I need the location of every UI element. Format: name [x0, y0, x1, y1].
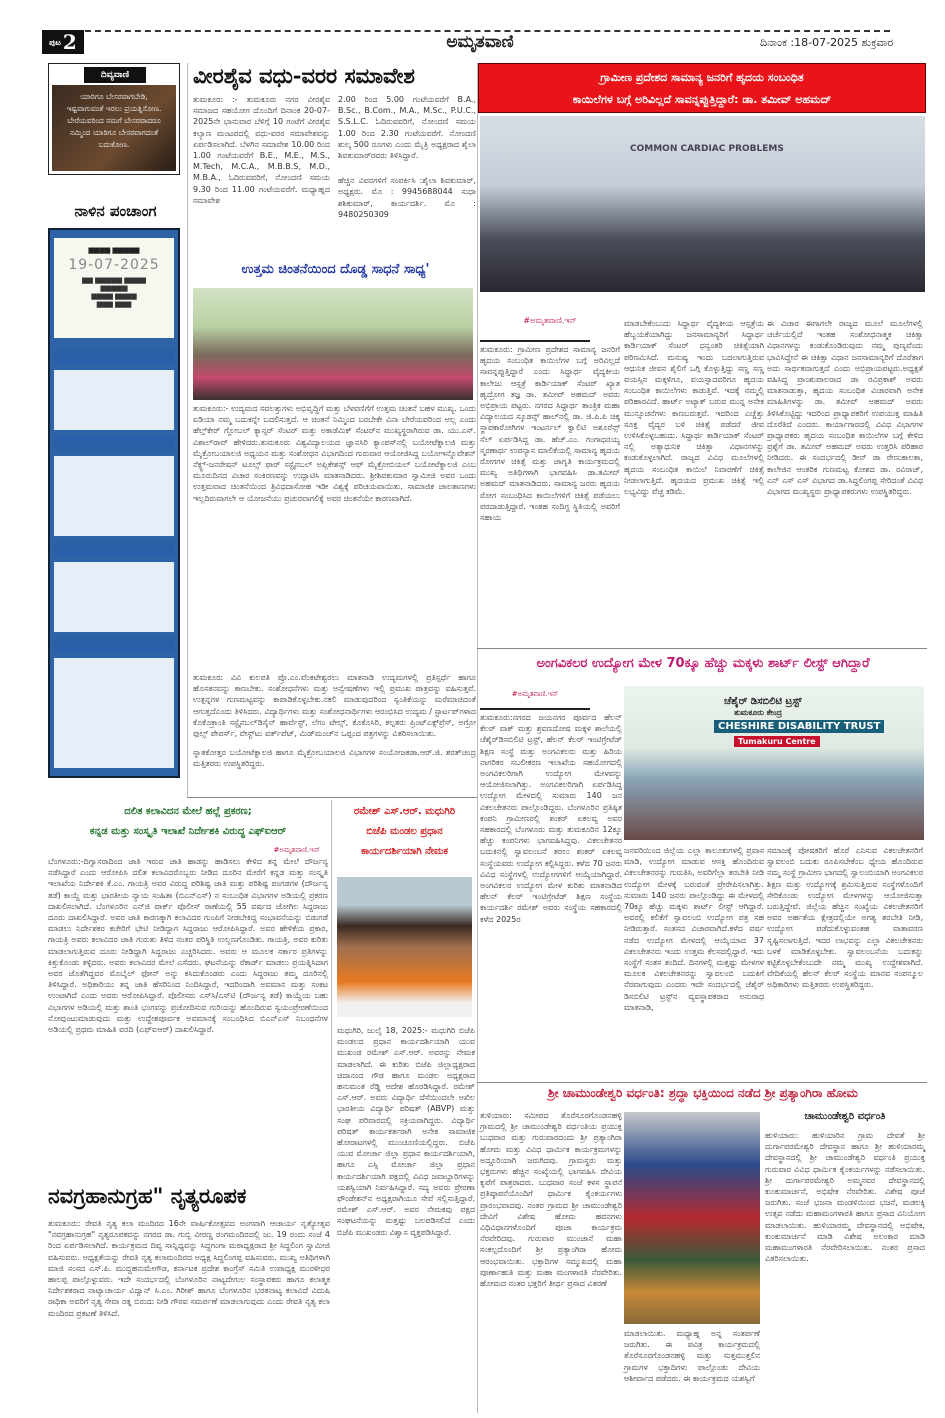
angavikala-body-col3: ಸಮಾಜಕ್ಕೆ ಪೋಷಕರಿಗೆ ಹೊರೆ ಎನಿಸುವ ವಿಕಲಚೇತನರಿಗೆ ಸ್ವಾವಲಂಬಿ ಬದುಕು ರೂಪಿಸಬೇಕೆಂಬ ಧ್ಯೇಯ ಹೊಂದಿರುವ ನಮ್ಮ ಸಂಸ್ಥೆ ಗ್ರಾಮೀಣ ಭಾಗದಲ್ಲಿ ಸ್ವಾಲಂಬಿಯಾಗಿ ಅಂಗವಿಕಲರ ಶಿಕ್ಷಣ ಮತ್ತು ಉದ್ಯೋಗಕ್ಕೆ ಶ್ರಮಿಸುತ್ತಿರುವ ಸಂಸ್ಥೆಗಳೊಂದಿಗೆ ಸೇರಿಕೊಂಡು ಉದ್ಯೋಗ ಮೇಳಗಳನ್ನು ಆಯೋಜಿಸುತ್ತಾ ಬರುತ್ತಿದ್ದೇವೆ. ಜಿಲ್ಲೆಯ ಹೆಚ್ಚಿನ ಸಂಖ್ಯೆಯ ವಿಕಲಚೇತನರಿಗೆ ಅವರ ಅರ್ಹತೆಯ ಕ್ಷೇತ್ರದಲ್ಲಿಯೇ ಅಗತ್ಯ ತರಬೇತಿ ನೀಡಿ, ಉದ್ಯೋಗ ಪಡೆದುಕೊಳ್ಳುವಂತಹ ವಾತಾವರಣ ಸೃಷ್ಟಿಸಲಾಗುತ್ತಿದೆ. ಇದರ ಲಾಭವನ್ನು ಎಲ್ಲಾ ವಿಕಲಚೇತನರು ಬಳಕೆ ಮಾಡಿಕೊಳ್ಳಬೇಕು. ಸ್ವಾವಲಂಬನೆಯ ಬದುಕನ್ನು ಕಟ್ಟಿಕೊಳ್ಳಬೇಕೆಂಬುದೇ ನಮ್ಮ ಮುಖ್ಯ ಉದ್ದೇಶವಾಗಿದೆ. ವೇದಿಕೆಯಲ್ಲಿ ಹೆಲನ್ ಕೆಲರ್ ಸಂಸ್ಥೆಯ ಮಾನವ ಸಂಪನ್ಮೂಲ ಅಧಿಕಾರಿಗಳು ಮತ್ತಿತರರು ಉಪಸ್ಥಿತರಿದ್ದರು.	[767, 846, 923, 990]
column-divider	[477, 63, 478, 1413]
panchanga-date: 19-07-2025	[68, 257, 160, 273]
headline-line: ರಮೇಶ್ ಎಸ್.ಆರ್. ಮಧುಗಿರಿ	[353, 806, 456, 817]
divider	[480, 708, 590, 710]
uttama-headline: ಉತ್ತಮ ಚಿಂತನೆಯಿಂದ ದೊಡ್ಡ ಸಾಧನೆ ಸಾಧ್ಯ'	[241, 262, 430, 277]
dalita-headline-line1: ದಲಿತ ಕಲಾವಿದನ ಮೇಲೆ ಹಲ್ಲೆ ಪ್ರಕರಣ;	[124, 806, 252, 817]
photo-sign-kannada: ಚೆಶೈರ್ ಡಿಸಬಿಲಿಟಿ ಟ್ರಸ್ಟ್	[724, 696, 802, 707]
panchanga-header-card: ▆▆▆▆ ▆▆▆▆▆ 19-07-2025 ▆▆ ▆▆▆▆▆ ▆▆▆▆ ▆▆▆▆▆ ▆▆▆▆ ▆▆▆▆ ▆▆▆ ▆▆▆	[54, 238, 174, 338]
veerashaiva-headline: ವೀರಶೈವ ವಧು-ವರರ ಸಮಾವೇಶ	[193, 63, 415, 88]
banner-line: ಕಾಯಿಲೆಗಳ ಬಗ್ಗೆ ಅರಿವಿಲ್ಲದೆ ಸಾವನ್ನಪ್ಪುತ್ತಿದ್ದಾರೆ: ಡಾ. ತಮೀವ್ ಅಹಮದ್	[572, 93, 832, 106]
cardiac-body-col1: ತುಮಕೂರು: ಗ್ರಾಮೀಣ ಪ್ರದೇಶದ ಸಾಮಾನ್ಯ ಜನರಿಗೆ ಹೃದಯ ಸಂಬಂಧಿತ ಕಾಯಿಲೆಗಳ ಬಗ್ಗೆ ಅರಿವಿಲ್ಲದೆ ಸಾವನ್ನಪ್ಪುತ್ತಿದ್ದಾರೆ ಎಂದು ಸಿದ್ಧಾರ್ಥ ವೈದ್ಯಕೀಯ ಕಾಲೇಜು ಆಸ್ಪತ್ರೆ ಕಾರ್ಡಿಯಾಕ್ ಸೆಂಟರ್ ಖ್ಯಾತ ಹೃದ್ರೋಗ ತಜ್ಞ ಡಾ. ತಮೀವ್ ಅಹಮದ್ ಅವರು ಅಭಿಪ್ರಾಯ ಪಟ್ಟರು. ನಗರದ ಸಿದ್ಧಾರ್ಥ ತಾಂತ್ರಿಕ ಮಹಾ ವಿದ್ಯಾಲಯದ ಸ್ಕೂಡನ್ಸ್ ಹಾಲ್‌ನಲ್ಲಿ ಡಾ. ಜಿ.ಪಿ.ಪಿ ಚಿಕ್ಕ ಸ್ಥಾಪಕಾರೋಗಿಗಳ ಇಂಟರ್ನಲ್ ಕ್ವಾಲಿಟಿ ಅಶೂರೆನ್ಸ್ ಸೆಲ್ ಏರ್ಪಡಿಸಿದ್ದ ಡಾ. ಹೆಚ್.ಎಂ. ಗಂಗಾಧರಯ್ಯ ಸ್ಮರಣಾರ್ಥ ಉಪನ್ಯಾಸ ಮಾಲಿಕೆಯಲ್ಲಿ ಸಾಮಾನ್ಯ ಹೃದಯ ರೋಗಗಳ ಚಿಕಿತ್ಸೆ ಮತ್ತು ಜಾಗೃತಿ ಕಾರ್ಯಕ್ರಮದಲ್ಲಿ ಮುಖ್ಯ ಅತಿಥಿಗಳಾಗಿ ಭಾಗವಹಿಸಿ ಡಾ.ತಮೀವ್ ಅಹಮದ್ ಮಾತನಾಡಿದರು. ಸಾಮಾನ್ಯ ಜನರು ಹೃದಯ ರೋಗ ಸಂಬಂಧಿಸಿದ ಕಾಯಿಲೆಗಳಿಗೆ ಚಿಕಿತ್ಸೆ ಪಡೆಯಲು ಪರದಾಡುತ್ತಿದ್ದಾರೆ. ಇಂತಹ ಸಂದಿಗ್ಧ ಸ್ಥಿತಿಯಲ್ಲಿ ಅವರಿಗೆ ಸಹಾಯ	[480, 345, 620, 523]
uttama-body-2	[193, 672, 476, 770]
chamundeshwari-subheadline: ಚಾಮುಂಡೇಶ್ವರಿ ವರ್ಧಂತಿ	[804, 1111, 886, 1122]
cardiac-headline-banner	[478, 63, 926, 113]
quote-line: ಬೇರೆಯವರಿಂದ ನಮಗೆ ಬೇಸರವಾದರೂ	[67, 116, 161, 125]
uttama-para: ಸ್ನಾತಕೋತ್ತರ ಬಯೋಟೆಕ್ನಾಲಜಿ ಹಾಗೂ ಮೈಕ್ರೋಬಯಾಲಜಿ ವಿಭಾಗಗಳ ಸಂಯೋಜಕಡಾ.ಆರ್.ಜಿ. ಶರತ್‌ಚಂದ್ರ ಮತ್ತಿತರರು ಉಪಸ್ಥಿತರಿದ್ದರು.	[193, 748, 476, 769]
headline-line: ಕಾರ್ಯದರ್ಶಿಯಾಗಿ ನೇಮಕ	[360, 846, 449, 857]
photo-sign-english: CHESHIRE DISABILITY TRUST	[714, 720, 884, 733]
dateline: ದಿನಾಂಕ :18-07-2025 ಶುಕ್ರವಾರ	[760, 36, 894, 49]
photo-sign-english-sub: Tumakuru Centre	[734, 736, 820, 747]
chamundeshwari-body-below-photo: ಮಾಡಲಾಯಿತು. ಮಧ್ಯಾಹ್ನ ಅನ್ನ ಸಂತರ್ಪಣೆ ಜರುಗಿತು. ಈ ಪವಿತ್ರ ಕಾರ್ಯಕ್ರಮದಲ್ಲಿ ತೊರೆಸೂರಗೊಂಡನಹಳ್ಳಿ ಮತ್ತು ಸುತ್ತಮುತ್ತಲಿನ ಗ್ರಾಮಗಳ ಭಕ್ತಾದಿಗಳು ಪಾಲ್ಗೊಂಡು ದೇವಿಯ ಆಶೀರ್ವಾದ ಪಡೆದರು. ಈ ಕಾರ್ಯಕ್ರಮದ ಯಶಸ್ವಿಗೆ	[624, 1329, 760, 1383]
veerashaiva-body-col2	[338, 94, 476, 220]
veerashaiva-contact: ಹೆಚ್ಚಿನ ವಿವರಗಳಿಗೆ ಸಂಪರ್ಕಿಸಿ :ಶೈಲಾ ಶಿವಕುಮಾರ್, ಅಧ್ಯಕ್ಷರು. ಮೊ : 9945688044 ಸುಧಾ ಶಶಿಕುಮಾರ್, ಕಾರ್ಯದರ್ಶಿ. ಮೊ : 9480250309	[338, 176, 476, 219]
veerashaiva-para: 2.00 ರಿಂದ 5.00 ಗಂಟೆಯವರೆಗೆ B.A., B.Sc., B.Com., M.A., M.Sc., P.U.C., S.S.L.C. ಓದಿರುವವರಿಗೆ, ನೋಂದಣಿ ಸಮಯ 1.00 ರಿಂದ 2.30 ಗಂಟೆಯವರೆಗೆ. ನೋಂದಣಿ ಶುಲ್ಕ 500 ರೂಗಳು ಎಂದು ಮೈತ್ರಿ ಅಧ್ಯಕ್ಷರಾದ ಶೈಲಾ ಶಿವಕುಮಾರ್‌ರವರು ತಿಳಿಸಿದ್ದಾರೆ.	[338, 95, 476, 161]
angavikala-event-photo	[624, 686, 924, 840]
divyavani-quote	[52, 85, 176, 171]
goddess-photo	[624, 1112, 760, 1324]
angavikala-body-col2: ಜನವರಿಯಿಂದ ಜಿಲ್ಲೆಯ ಎಲ್ಲಾ ತಾಲೂಕುಗಳಲ್ಲಿ ಪ್ರವಾಸ ಮಾಡಿ, ಉದ್ಯೋಗ ಮಾಡುವ ಆಸಕ್ತಿ ಹೊಂದಿರುವ ವಿಕಲಚೇತನರನ್ನು ಗುರುತಿಸಿ, ಅವರಿಗೆಲ್ಲಾ ತರಬೇತಿ ನೀಡಿ ಉದ್ಯೋಗ ಮೇಳಕ್ಕೆ ಬರುವಂತೆ ಪ್ರೇರೇಪಿಸಲಾಗಿತ್ತು. ಸುಮಾರು 140 ಜನರು ಪಾಲ್ಗೊಂಡಿದ್ದು ಈ ಮೇಳದಲ್ಲಿ 70ಕ್ಕೂ ಹೆಚ್ಚು ಮಕ್ಕಳು ಶಾರ್ಟ್ ಲೀಸ್ಟ್ ಆಗಿದ್ದಾರೆ. ಅವರಲ್ಲಿ ಕಲಿಕೆಗೆ ಸ್ವಾವಲಂಬಿ ಉದ್ಯೋಗ ಪತ್ರ ಸಹ ನೀಡಿರುತ್ತಾರೆ. ಸಂತಸದ ವಿಚಾರವಾಗಿದೆ.ಕಳೆದ ವರ್ಷ ನಡೆದ ಉದ್ಯೋಗ ಮೇಳದಲ್ಲಿ ಆಯ್ಕೆಯಾದ 37 ವಿಕಲಚೇತನರು ಇಂದು ಉತ್ತಮ ಕೆಲಸದಲ್ಲಿದ್ದಾರೆ. ಇದು ಸಂಸ್ಥೆಗೆ ಸಂತಸ ತಂದಿದೆ. ದಿನಗಳಲ್ಲಿ ಮತ್ತಷ್ಟು ಮೇಳಗಳ ಮೂಲಕ ವಿಕಲಚೇತನರನ್ನು ಸ್ವಾವಲಂಬಿ ಬದುಕಿಗೆ ನೆರವಾಗುವುದು ಎಂದರು ಇದೇ ಸಂದರ್ಭದಲ್ಲಿ ಚೆಶೈರ್ ಡಿಸಬಿಲಿಟಿ ಟ್ರಸ್ಟ್‌ನ ವ್ಯವಸ್ಥಾಪಕರಾದ ಅನುರಾಧ ಮಾತನಾಡಿ,	[624, 846, 764, 1012]
cardiac-credit: #ಅಮೃತವಾಣಿ.ಇನ್	[523, 316, 577, 325]
section-divider	[187, 797, 477, 798]
page-number: 2	[62, 30, 77, 54]
angavikala-headline: ಅಂಗವಿಕಲರ ಉದ್ಯೋಗ ಮೇಳ 70ಕ್ಕೂ ಹೆಚ್ಚು ಮಕ್ಕಳು ಶಾರ್ಟ್ ಲೀಸ್ಟ್ ಆಗಿದ್ದಾರೆ	[536, 656, 870, 671]
angavikala-body-col1: ತುಮಕೂರು:ನಗರದ ಜಯನಗರ ಪೂರ್ವದ ಹೆಲನ್ ಕೆಲರ್ ವಾಕ್ ಮತ್ತು ಶ್ರವಣದೋಷ ಮಕ್ಕಳ ಶಾಲೆಯಲ್ಲಿ ಚೆಶೈರ್‌ಡಿಸಬಿಲಿಟಿ ಟ್ರಸ್ಟ್, ಹೆಲನ್ ಕೆಲರ್ ಇಂಟಿಗ್ರೇಟೆಡ್ ಶಿಕ್ಷಣ ಸಂಸ್ಥೆ ಮತ್ತು ಅಂಗವಿಕಲರು ಮತ್ತು ಹಿರಿಯ ನಾಗರಿಕರ ಸಬಲೀಕರಣ ಇಲಾಖೆಯ ಸಹಯೋಗದಲ್ಲಿ ಅಂಗವಿಕಲರಿಗಾಗಿ ಉದ್ಯೋಗ ಮೇಳವನ್ನು ಆಯೋಜಿಸಲಾಗಿತ್ತು. ಅಂಗವಿಕಲರಿಗಾಗಿ ಏರ್ಪಡಿಸಿದ್ದ ಉದ್ಯೋಗ ಮೇಳದಲ್ಲಿ ಸುಮಾರು 140 ಜನ ವಿಕಲಚೇತನರು ಪಾಲ್ಗೊಂಡಿದ್ದರು. ಬೆಂಗಳೂರಿನ ಪ್ರತಿಷ್ಠಿತ ಕಂಪನಿ ಗ್ರಾಮೀಣರಲ್ಲಿ ಶಂಕರ್ ಏಕಲವ್ಯ ಅವರ ಸಹಕಾರದಲ್ಲಿ ಬೆಂಗಳೂರು ಮತ್ತು ತುಮಕೂರಿನ 12ಕ್ಕೂ ಹೆಚ್ಚು ಕಂಪನಿಗಳು ಭಾಗವಹಿಸಿದ್ದವು. ವಿಕಲಚೇತನರ ಬದುಕಿನಲ್ಲಿ ಸ್ವಾವಲಂಬನೆ ತರಲು ಶಂಕರ್ ಏಕಲವ್ಯ ಸಂಸ್ಥೆಯವರು ಉದ್ಯೋಗ ಕಲ್ಪಿಸಿದ್ದರು. ಕಳೆದ 70 ಜನರು ವಿವಿಧ ಸಂಸ್ಥೆಗಳಲ್ಲಿ ಉದ್ಯೋಗಗಳಿಗೆ ಆಯ್ಕೆಯಾಗಿದ್ದಾರೆ. ಅಂಗವಿಕಲರ ಉದ್ಯೋಗ ಮೇಳ ಕುರಿತು ಮಾತನಾಡಿದ ಹೆಲನ್ ಕೆಲರ್ ಇಂಟಿಗ್ರೇಟೆಡ್ ಶಿಕ್ಷಣ ಸಂಸ್ಥೆಯ ಕಾರ್ಯದರ್ಶಿ ರಮೇಶ್ ಅವರು ಸಂಸ್ಥೆಯ ಸಹಕಾರದಲ್ಲಿ ಕಳೆದ 2025ರ	[480, 713, 622, 924]
ramesh-portrait-photo	[337, 877, 472, 1017]
uttama-body: ತುಮಕೂರು:- ಉದ್ಯಮದ ಸವಲತ್ತುಗಳು ಅಭಿವೃದ್ಧಿಗೆ ಮತ್ತು ಬೆಳವಣಿಗೆಗೆ ಉತ್ತಮ ಚಿಂತನೆ ಬಹಳ ಮುಖ್ಯ. ಒಂದು ಐಡಿಯಾ ನಮ್ಮ ಬದುಕನ್ನೇ ಬದಲಿಸುತ್ತದೆ. ಆ ಚಿಂತನೆ ನಿಮ್ಮಿಂದ ಬರಬೇಕೇ ವಿನಾ ಬೇರೆಯವರಿಂದ ಅಲ್ಲ ಎಂದು ಹೆಲ್ತ್‌ಕೇರ್ ಗ್ಲೋಬಲ್ ಕ್ಯಾನ್ಸರ್ ಸೆಂಟರ್ ಮತ್ತು ಅಕಾಡೆಮಿಕ್ ಸೆಂಟರ್‌ನ ಮುಖ್ಯಸ್ಥರಾಗಿರುವ ಡಾ. ಯು.ಎಸ್. ವಿಶಾಲ್‌ರಾವ್ ಹೇಳಿದರು.ತುಮಕೂರು ವಿಶ್ವವಿದ್ಯಾಲಯದ ಜ್ಞಾನಸಿರಿ ಕ್ಯಾಂಪಸ್‌ನಲ್ಲಿ ಬಯೋಟೆಕ್ನಾಲಜಿ ಮತ್ತು ಮೈಕ್ರೋಬಯಾಲಜಿ ಅಧ್ಯಯನ ಮತ್ತು ಸಂಶೋಧನ ವಿಭಾಗದಿಂದ ಗುರುವಾರ ಆಯೋಜಿಸಿದ್ದ ಬಯೋಇನ್ನೊವೇಶನ್ ನೆಕ್ಸ್ಟ್-ಜನರೇಷನ್ ಟೂಲ್ಸ್ ಫಾರ್ ಸಸ್ಟೈನಬಲ್ ಅಪ್ಲಿಕೇಶನ್ಸ್ ಆಫ್ ಮೈಕ್ರೋಬಿಯಲ್ ಬಯೋಟೆಕ್ನಾಲಜಿ ಎಂಬ ಮೂರುದಿನದ ವಿಚಾರ ಸಂಕಿರಣವನ್ನು ಉದ್ಘಾಟಿಸಿ ಮಾತನಾಡಿದರು. ಶ್ರೀಶಿವಕುಮಾರ ಸ್ವಾಮೀಜಿ ಅವರ ಒಂದು ಉತ್ತಮವಾದ ಚಿಂತನೆಯಿಂದ ತ್ರಿವಿಧದಾಸೋಹ ಇಡೀ ವಿಶ್ವಕ್ಕೆ ಪರಿಚಯವಾಯಿತು. ಸಾಮಾಜಿಕ ಜಾಲತಾಣಗಳು ಇಲ್ಲದಿರುವಾಗಲೇ ಆ ಯೋಜನೆಯು ಪ್ರಚುರವಾಗಲಿಕ್ಕೆ ಅವರ ಚಿಂತನೆಯೇ ಕಾರಣವಾಗಿದೆ.	[193, 404, 476, 503]
photo-sign-sub: ತುಮಕೂರು ಕೇಂದ್ರ	[734, 708, 782, 717]
quote-line: ಯಾರಿಗೂ ಬೇಸರವಾಗಬೇಡಿ,	[80, 92, 148, 101]
chamundeshwari-body-col2: ಹುಳಿಯಾರು: ಹುಳಿಯಾರಿನ ಗ್ರಾಮ ದೇವತೆ ಶ್ರೀ ದುರ್ಗಾಪರಮೇಶ್ವರಿ ದೇವಸ್ಥಾನ ಹಾಗೂ ಶ್ರೀ ಹುಳಿಯಾರಮ್ಮ ದೇವಸ್ಥಾನದಲ್ಲಿ ಶ್ರೀ ಚಾಮುಂಡೇಶ್ವರಿ ವರ್ಧಂತಿ ಪ್ರಯುಕ್ತ ಗುರುವಾರ ವಿವಿಧ ಧಾರ್ಮಿಕ ಕೈಂಕರ್ಯಗಳನ್ನು ನಡೆಸಲಾಯಿತು. ಶ್ರೀ ದುರ್ಗಾಪರಮೇಶ್ವರಿ ಅಮ್ಮನವರ ದೇವಸ್ಥಾನದಲ್ಲಿ ಕುಂಕುಮಾರ್ಚನೆ, ಅಭಿಷೇಕ ನೆರವೇರಿತು. ವಿಶೇಷ ಪೂಜೆ ಜರುಗಿತು. ಸಂಜೆ ಭಜನಾ ಮಂಡಳಿಯಿಂದ ಭಜನೆ, ಮಡಲಕ್ಕಿ ಉತ್ಸವ ನಡೆದು ಮಹಾಮಂಗಳಾರತಿ ಹಾಗೂ ಪ್ರಸಾದ ವಿನಿಯೋಗ ಮಾಡಲಾಯಿತು. ಹುಳಿಯಾರಮ್ಮ ದೇವಸ್ಥಾನದಲ್ಲಿ ಅಭಿಷೇಕ, ಕುಂಕುಮಾರ್ಚನೆ ಮಾಡಿ ವಿಶೇಷ ಅಲಂಕಾರ ಮಾಡಿ ಮಹಾಮಂಗಳಾರತಿ ನೆರವೇರಿಸಲಾಯಿತು. ನಂತರ ಪ್ರಸಾದ ವಿತರಿಸಲಾಯಿತು.	[765, 1131, 925, 1264]
divider	[480, 340, 590, 342]
ramesh-headline	[333, 802, 476, 862]
page-number-box	[42, 30, 84, 54]
ramesh-body: ಮಧುಗಿರಿ, ಜುಲೈ 18, 2025:- ಮಧುಗಿರಿ ಬಿಜೆಪಿ ಮಂಡಲದ ಪ್ರಧಾನ ಕಾರ್ಯದರ್ಶಿಯಾಗಿ ಯುವ ಮುಖಂಡ ರಮೇಶ್ ಎಸ್.ಆರ್. ಅವರನ್ನು ನೇಮಕ ಮಾಡಲಾಗಿದೆ. ಈ ಕುರಿತು ಬಿಜೆಪಿ ಜಿಲ್ಲಾಧ್ಯಕ್ಷರಾದ ಚಿದಾನಂದ ಗೌಡ ಹಾಗೂ ಮಂಡಲ ಅಧ್ಯಕ್ಷರಾದ ಹನುಮಂತ ರೆಡ್ಡಿ ಆದೇಶ ಹೊರಡಿಸಿದ್ದಾರೆ. ರಮೇಶ್ ಎಸ್.ಆರ್. ಅವರು ವಿದ್ಯಾರ್ಥಿ ದೆಸೆಯಿಂದಲೇ ಅಖಿಲ ಭಾರತೀಯ ವಿದ್ಯಾರ್ಥಿ ಪರಿಷತ್ (ABVP) ಮತ್ತು ಸಂಘ ಪರಿವಾರದಲ್ಲಿ ಸಕ್ರಿಯರಾಗಿದ್ದರು. ವಿದ್ಯಾರ್ಥಿ ಪರಿಷತ್ ಕಾರ್ಯಕರ್ತರಾಗಿ ಅನೇಕ ಸಾಮಾಜಿಕ ಹೋರಾಟಗಳಲ್ಲಿ ಮುಂಚೂಣಿಯಲ್ಲಿದ್ದರು. ಬಿಜೆಪಿ ಯುವ ಮೋರ್ಚಾ ಜಿಲ್ಲಾ ಪ್ರಧಾನ ಕಾರ್ಯದರ್ಶಿಯಾಗಿ, ಹಾಗೂ ಎಸ್ಸಿ ಮೋರ್ಚಾ ಜಿಲ್ಲಾ ಪ್ರಧಾನ ಕಾರ್ಯದರ್ಶಿಯಾಗಿ ಪಕ್ಷದಲ್ಲಿ ವಿವಿಧ ಜವಾಬ್ದಾರಿಗಳನ್ನು ಯಶಸ್ವಿಯಾಗಿ ನಿರ್ವಹಿಸಿದ್ದಾರೆ. ಸದ್ಯ ಅವರು ಪ್ರೇರಣಾ ಫೌಂಡೇಶನ್‌ನ ಅಧ್ಯಕ್ಷರಾಗಿಯೂ ಸೇವೆ ಸಲ್ಲಿಸುತ್ತಿದ್ದಾರೆ. ರಮೇಶ್ ಎಸ್.ಆರ್. ಅವರ ನೇಮಕವು ಪಕ್ಷದ ಸಂಘಟನೆಯನ್ನು ಮತ್ತಷ್ಟು ಬಲಪಡಿಸಲಿದೆ ಎಂದು ಬಿಜೆಪಿ ಮುಖಂಡರು ವಿಶ್ವಾಸ ವ್ಯಕ್ತಪಡಿಸಿದ್ದಾರೆ.	[337, 1026, 475, 1237]
uttama-para: ತುಮಕೂರು ವಿವಿ ಕುಲಪತಿ ಪ್ರೊ.ಎಂ.ವೆಂಕಟೇಶ್ವರಲು ಮಾತನಾಡಿ ಉದ್ಯಮಗಳಲ್ಲಿ ಪ್ರತಿಸ್ಪರ್ಧೆ ಹಾಗೂ ಹೊಸತನವನ್ನು ಕಾಣಬೇಕು. ಸಂಶೋಧನೆಗಳು ಮತ್ತು ಅನ್ವೇಷಣೆಗಳು ಇಲ್ಲಿ ಪ್ರಮುಖ ಪಾತ್ರವನ್ನು ವಹಿಸುತ್ತವೆ. ಉತ್ಪನ್ನಗಳ ಗುಣಮಟ್ಟವನ್ನು ಕಾಪಾಡಿಕೊಳ್ಳಬೇಕು.ನಕಲಿ ಮಾಡುವುದರಿಂದ ಸ್ವಂತಿಕೆಯನ್ನು ಮರೆಮಾಚಿದಂತೆ ಆಗುತ್ತದೆಎಂದು ತಿಳಿಸಿದರು. ವಿದ್ಯಾರ್ಥಿಗಳು ಮತ್ತು ಸಂಶೋಧನಾರ್ಥಿಗಳು ಆರಂಭಿಸಿದ ಉದ್ಯಮ / ಸ್ಟಾರ್ಟಪ್‌ಗಳಾದ ಕೊಕೊಕ್ರಾಂತಿ ಸಸ್ಟೈನಬಲ್‌ಡಿಸೈನ್ ಹಾರ್ವೆಸ್ಟ್, ಲೆಗಂ ಟೇಲ್ಸ್, ಕೊಕೊಸಿರಿ, ಕಲ್ಪತರು ಪ್ರಿಂಟ್‌ಎಕ್ಸ್‌ಪ್ರೆಸ್, ಅಗ್ರೋ ಫುಲ್ಸ್ ಪೇಪರ್ಸ್, ವೇಸ್ಟ್‌ಟು ವರ್ತ್‌ಪೆಟ್, ಮಿಡ್‌ಮಂಚ್‌ನ ಒಪ್ಪಂದ ಪತ್ರಗಳನ್ನು ವಿತರಿಸಲಾಯಿತು.	[193, 673, 476, 739]
panchanga-image	[48, 228, 180, 778]
divyavani-box	[48, 63, 180, 175]
column-divider	[187, 63, 188, 798]
quote-line: ಇಷ್ಟವಾಗುವಂತೆ ಇರಲು ಪ್ರಯತ್ನಿಸೋಣ.	[66, 104, 162, 113]
veerashaiva-body-col1: ತುಮಕೂರು :- ತುಮಕೂರು ನಗರ ವೀರಶೈವ ಸಮಾಜದ ಸಹಯೋಗ ದೊಂದಿಗೆ ದಿನಾಂಕ 20-07-2025ನೇ ಭಾನುವಾರ ಬೆಳಿಗ್ಗೆ 10 ಗಂಟೆಗೆ ವೀರಶೈವ ಕಲ್ಯಾಣ ಮಂಟಪದಲ್ಲಿ ವಧು-ವರರ ಸಮಾವೇಶವನ್ನು ಏರ್ಪಡಿಸಲಾಗಿದೆ. ಬೆಳಗಿನ ಸಮಾವೇಶ 10.00 ರಿಂದ 1.00 ಗಂಟೆಯವರೆಗೆ B.E., M.E., M.S., M.Tech, M.C.A., M.B.B.S, M.D., M.B.A., ಓದಿರುವವರಿಗೆ, ನೋಂದಣಿ ಸಮಯ 9.30 ರಿಂದ 11.00 ಗಂಟೆಯವರೆಗೆ. ಮಧ್ಯಾಹ್ನದ ಸಮಾವೇಶ	[193, 95, 330, 205]
section-divider	[477, 1082, 927, 1083]
cardiac-event-photo	[480, 116, 925, 292]
page-label: ಪುಟ	[49, 36, 61, 47]
angavikala-credit: #ಅಮೃತವಾಣಿ.ಇನ್	[511, 690, 559, 698]
photo-banner-text: COMMON CARDIAC PROBLEMS	[630, 144, 784, 154]
masthead-title: ಅಮೃತವಾಣಿ	[446, 32, 514, 52]
chamundeshwari-body-col1: ತುಳಿಯಾರು: ಸಮೀಪದ ತೊರೆಸೂರಗೊಂಡನಹಳ್ಳಿ ಗ್ರಾಮದಲ್ಲಿ ಶ್ರೀ ಚಾಮುಂಡೇಶ್ವರಿ ವರ್ಧಂತಿಯ ಪ್ರಯುಕ್ತ ಬುಧವಾರ ಮತ್ತು ಗುರುವಾರದಂದು ಶ್ರೀ ಪ್ರತ್ಯಾಂಗಿರಾ ಹೋಮ ಮತ್ತು ವಿವಿಧ ಧಾರ್ಮಿಕ ಕಾರ್ಯಕ್ರಮಗಳನ್ನು ಅದ್ದೂರಿಯಾಗಿ ಜರುಗಿದವು. ಗ್ರಾಮಸ್ಥರು ಮತ್ತು ಭಕ್ತರುಗಳು ಹೆಚ್ಚಿನ ಸಂಖ್ಯೆಯಲ್ಲಿ ಭಾಗವಹಿಸಿ ದೇವಿಯ ಕೃಪೆಗೆ ಪಾತ್ರರಾದರು. ಬುಧವಾರ ಸಂಜೆ ಕಳಸ ಸ್ಥಾಪನೆ ಪ್ರತಿಷ್ಠಾಪನೆಯೊಂದಿಗೆ ಧಾರ್ಮಿಕ ಕೈಂಕರ್ಯಗಳು ಪ್ರಾರಂಭವಾದವು. ನಂತರ ಗ್ರಾಮದ ಶ್ರೀ ಚಾಮುಂಡೇಶ್ವರಿ ದೇವಿಗೆ ವಿಶೇಷ ಹೋಮ ಹವನಗಳು ವಿಧಿವಿಧಾನಗಳೊಂದಿಗೆ ಪೂಜಾ ಕಾರ್ಯಕ್ರಮ ನೆರವೇರಿದವು. ಗುರುವಾರ ಮುಂಜಾನೆ ಮಹಾ ಸಂಕಲ್ಪದೊಂದಿಗೆ ಶ್ರೀ ಪ್ರತ್ಯಾಂಗಿರಾ ಹೋಮ ಆರಂಭವಾಯಿತು. ಭಕ್ತಾದಿಗಳ ಸಮ್ಮುಖದಲ್ಲಿ ಮಹಾ ಪೂರ್ಣಾಹುತಿ ಮತ್ತು ಮಹಾ ಮಂಗಳಾರತಿ ನೆರವೇರಿತು. ಹೋಮದ ನಂತರ ಭಕ್ತರಿಗೆ ತೀರ್ಥ ಪ್ರಸಾದ ವಿತರಣೆ	[480, 1111, 622, 1289]
panchanga-title: ನಾಳಿನ ಪಂಚಾಂಗ	[74, 202, 157, 220]
column-divider	[331, 800, 332, 1180]
chamundeshwari-headline: ಶ್ರೀ ಚಾಮುಂಡೇಶ್ವರಿ ವರ್ಧಂತಿ: ಶ್ರದ್ಧಾ ಭಕ್ತಿಯಿಂದ ನಡೆದ ಶ್ರೀ ಪ್ರತ್ಯಾಂಗಿರಾ ಹೋಮ	[548, 1086, 858, 1100]
divyavani-title: ದಿವ್ಯವಾಣಿ	[84, 67, 146, 83]
dalita-credit: #ಅಮೃತವಾಣಿ.ಇನ್	[273, 846, 320, 854]
section-divider	[477, 648, 927, 649]
quote-line: ಬದುಕೋಣ.	[98, 140, 130, 149]
cardiac-body-col3: ಈ ವಿಚಾರ ಈಗಾಗಲೇ ರಾಜ್ಯದ ಮೂಲೆ ಮೂಲೆಗಳಲ್ಲಿ ಚರ್ಚೆಯಲ್ಲಿದೆ ಇಂತಹ ಸಂಶೋಧನಾತ್ಮಕ ಚಿಕಿತ್ಸಾ ವಿಧಾನಗಳನ್ನು ಕಂಡುಕೊಂಡಿರುವುದು ನಮ್ಮ ಪುಣ್ಯವೆಂದು ಭಾವಿಸಿದ್ದೇನೆ ಈ ಚಿಕಿತ್ಸಾ ವಿಧಾನ ಜನಸಾಮಾನ್ಯರಿಗೆ ದೊರೆತಾಗ ಅದು ಸಾರ್ಥಕವಾಗುತ್ತದೆ ಎಂದು ಅಭಿಪ್ರಾಯಪಟ್ಟರು.ಅಧ್ಯಕ್ಷತೆ ವಹಿಸಿದ್ದ ಪ್ರಾಂಶುಪಾಲರಾದ ಡಾ ರವಿಪ್ರಕಾಶ್ ಅವರು ಮಾತನಾಡುತ್ತಾ, ಹೃದಯ ಸಂಬಂಧಿತ ವಿಚಾರವಾಗಿ ಅನೇಕ ಮಾಹಿತಿಗಳನ್ನು ಡಾ. ತಮೀವ್ ಅಹಮದ್ ಅವರು ತಿಳಿಸಿಕೊಟ್ಟಿದ್ದು ಇದರಿಂದ ಪ್ರಾಧ್ಯಾಪಕರಿಗೆ ಉಪಯುಕ್ತ ಮಾಹಿತಿ ದೊರೆತಿದೆ ಎಂದರು. ಕಾರ್ಯಾಗಾರದಲ್ಲಿ ವಿವಿಧ ವಿಭಾಗಗಳ ಪ್ರಾಧ್ಯಾಪಕರು ಹೃದಯ ಸಂಬಂಧಿತ ಕಾಯಿಲೆಗಳ ಬಗ್ಗೆ ಕೇಳಿದ ಪ್ರಶ್ನೆಗೆ ಡಾ. ತಮೀವ್ ಅಹಮದ್ ಅವರು ಉತ್ತರಿಸಿ ಪರಿಹಾರ ನೀಡಿದರು. ಈ ಸಂದರ್ಭದಲ್ಲಿ ಡೀನ್ ಡಾ ರೇಣುಕಾಲತಾ, ಕಾಲೇಜಿನ ಆಂತರಿಕ ಗುಣಮಟ್ಟ ಕೋಶದ ಡಾ. ರವಿರಾಜ್, ಎನ್ ಎಸ್ ಎಸ್ ವಿಭಾಗದ ಡಾ.ಸಿದ್ದಲಿಂಗಪ್ಪ ಸೇರಿದಂತೆ ವಿವಿಧ ವಿಭಾಗದ ಮುಖ್ಯಸ್ಥರು ಪ್ರಾಧ್ಯಾಪಕರುಗಳು ಉಪಸ್ಥಿತರಿದ್ದರು.	[767, 319, 923, 497]
navagraha-body: ತುಮಕೂರು: ರೇವತಿ ನೃತ್ಯ ಕಲಾ ಮಂದಿರದ 16ನೇ ವಾರ್ಷಿಕೋತ್ಸವದ ಅಂಗವಾಗಿ ಆಚಾರ್ಯ ನೃತ್ಯೋತ್ಸವ "ನವಗ್ರಹಾನುಗ್ರಹ" ನೃತ್ಯರೂಪಕವನ್ನು ನಗರದ ಡಾ. ಗುಬ್ಬಿ ವೀರಣ್ಣ ರಂಗಮಂದಿರದಲ್ಲಿ ಜು. 19 ರಂದು ಸಂಜೆ 4 ರಿಂದ ಏರ್ಪಡಿಸಲಾಗಿದೆ. ಕಾರ್ಯಕ್ರಮದ ದಿವ್ಯ ಸಾನ್ನಿಧ್ಯವನ್ನು ಸಿದ್ಧಗಂಗಾ ಮಠಾಧ್ಯಕ್ಷರಾದ ಶ್ರೀ ಸಿದ್ಧಲಿಂಗ ಸ್ವಾಮೀಜಿ ವಹಿಸುವರು. ಅಧ್ಯಕ್ಷತೆಯನ್ನು ರೇವತಿ ನೃತ್ಯ ಕಲಾಮಂದಿರದ ಅಧ್ಯಕ್ಷ ಸಿದ್ಧಲಿಂಗಪ್ಪ ವಹಿಸುವರು. ಮುಖ್ಯ ಅತಿಥಿಗಳಾಗಿ ಮಾಜಿ ಸಂಸದ ಎಸ್.ಪಿ. ಮುದ್ದಹನುಮೇಗೌಡ, ಕರ್ನಾಟಕ ಪ್ರದೇಶ ಕಾಂಗ್ರೆಸ್ ಸಮಿತಿ ಉಪಾಧ್ಯಕ್ಷ ಮುರಳೀಧರ ಹಾಲಪ್ಪ ಪಾಲ್ಗೊಳ್ಳುವರು. ಇದೇ ಸಂದರ್ಭದಲ್ಲಿ ಬೆಂಗಳೂರಿನ ನಾಟ್ಯದೇಗುಲ ಸಂಸ್ಥಾಪಕರು ಹಾಗೂ ಕಲಾತ್ಮಕ ನಿರ್ದೇಶಕರಾದ ನಾಟ್ಯಾಚಾರ್ಯ ವಿದ್ವಾನ್ ಸಿ.ಎಂ. ಗಿರೀಶ್ ಹಾಗೂ ಬೆಂಗಳೂರಿನ ಭರತನಾಟ್ಯ ಕಲಾವಿದೆ ವಿದುಷಿ ರಾಧಿಕಾ ಅವರಿಗೆ ನೃತ್ಯ ಸೇವಾ ರತ್ನ ಬಿರುದು ನೀಡಿ ಗೌರವ ಸಮರ್ಪಣೆ ಮಾಡಲಾಗುವುದು ಎಂದು ರೇವತಿ ನೃತ್ಯ ಕಲಾ ಮಂದಿರದ ಪ್ರಕಟಣೆ ತಿಳಿಸಿದೆ.	[48, 1219, 330, 1318]
navagraha-headline: ನವಗ್ರಹಾನುಗ್ರಹ" ನೃತ್ಯರೂಪಕ	[48, 1183, 247, 1208]
quote-line: ನಮ್ಮಿಂದ ಯಾರಿಗೂ ಬೇಸರವಾಗದಂತೆ	[69, 128, 159, 137]
cardiac-body-col2: ಮಾಡಬೇಕೆಂಬುದು ಸಿದ್ಧಾರ್ಥ ವೈದ್ಯಕೀಯ ಆಸ್ಪತ್ರೆಯ ಹೆಬ್ಬಯಕೆಯಾಗಿದ್ದು ಜನಸಾಮಾನ್ಯರಿಗೆ ಸಿದ್ಧಾರ್ಥ ಕಾರ್ಡಿಯಾಕ್ ಸೆಂಟರ್ ಧನ್ವಂತರಿ ಚಿಕಿತ್ಸೆಯಾಗಿ ಪರಿಣಮಿಸಿದೆ. ಮನುಷ್ಯ ಇಂದು ಬದಲಾಗುತ್ತಿರುವ ಆಧುನಿಕ ಜೀವನ ಶೈಲಿಗೆ ಒಗ್ಗಿ ಕೊಳ್ಳುತ್ತಿದ್ದು ಸಣ್ಣ ಸಣ್ಣ ವಯಸ್ಸಿನ ಮಕ್ಕಳಿಗೂ, ವಯಸ್ಸಾದವರಿಗೂ ಹೃದಯ ಸಂಬಂಧಿತ ಕಾಯಿಲೆಗಳು ಕಾಡುತ್ತಿವೆ. ಇದಕ್ಕೆ ನಮ್ಮಲ್ಲಿ ಪರಿಹಾರವಿದೆ. ಹಾರ್ಟ್ ಅಟ್ಯಾಕ್ ಬರುವ ಮುನ್ನ ಅನೇಕ ಮುನ್ಸೂಚನೆಗಳು ಕಾಣಬರುತ್ತವೆ. ಇದರಿಂದ ಎಚ್ಚೆತ್ತು ಸೂಕ್ತ ವೈದ್ಯರ ಬಳಿ ಚಿಕಿತ್ಸೆ ಪಡೆದರೆ ಜೀವ ಉಳಿಸಿಕೊಳ್ಳಬಹುದು. ಸಿದ್ಧಾರ್ಥ ಕಾರ್ಡಿಯಾಕ್ ಸೆಂಟರ್ ನಲ್ಲಿ ಅತ್ಯಾಧುನಿಕ ಚಿಕಿತ್ಸಾ ವಿಧಾನಗಳನ್ನು ಕಂಡುಕೊಳ್ಳಲಾಗಿದೆ. ರಾಜ್ಯದ ವಿವಿಧ ಮೂಲೆಗಳಲ್ಲಿ ಹೃದಯ ಸಂಬಂಧಿತ ಕಾಯಿಲೆ ನಿವಾರಣೆಗೆ ಚಿಕಿತ್ಸೆ ನೀಡಲಾಗುತ್ತಿದೆ. ಹೃದಯದ ಪ್ರಮುಖ ಚಿಕಿತ್ಸೆ ಇಲ್ಲಿ ಲಭ್ಯವಿದ್ದು ವೆಚ್ಚ ಕಡಿಮೆ.	[624, 319, 764, 497]
dalita-body: ಬೆಂಗಳೂರು:-ದಿಗ್ವಾಸರಾದಿಂದ ಜಾತಿ ಇರುವ ಜಾತಿ ಹಾಡನ್ನು ಹಾಡಿಸಲು ಕೇಳಿದ ತನ್ನ ಮೇಲೆ ದೌರ್ಜನ್ಯ ನಡೆಸಿದ್ದಾರೆ ಎಂದು ಆರೋಪಿಸಿ ದಲಿತ ಕಲಾವಿದರೊಬ್ಬರು ನೀಡಿದ ದೂರಿನ ಮೇರೆಗೆ ಕನ್ನಡ ಮತ್ತು ಸಂಸ್ಕೃತಿ ಇಲಾಖೆಯ ನಿರ್ದೇಶಕಿ ಕೆ.ಎಂ. ಗಾಯತ್ರಿ ಅವರ ವಿರುದ್ಧ ಪರಿಶಿಷ್ಟ ಜಾತಿ ಮತ್ತು ಪರಿಶಿಷ್ಟ ಪಂಗಡಗಳ (ದೌರ್ಜನ್ಯ ತಡೆ) ಕಾಯ್ದೆ ಮತ್ತು ಭಾರತೀಯ ನ್ಯಾಯ ಸಂಹಿತಾ (ಬಿಎನ್‌ಎಸ್) ನ ಸಂಬಂಧಿತ ವಿಭಾಗಗಳ ಅಡಿಯಲ್ಲಿ ಪ್ರಕರಣ ದಾಖಲಿಸಲಾಗಿದೆ. ಬೆಂಗಳೂರಿನ ಎನ್‌ಜಿ ಪಾರ್ಕ್ ಪೊಲೀಸ್ ಠಾಣೆಯಲ್ಲಿ 55 ವರ್ಷದ ಜೋಗಿಲ ಸಿದ್ದರಾಜು ದೂರು ದಾಖಲಿಸಿದ್ದಾರೆ. ಅವರ ಜಾತಿ ಕಾರಣಕ್ಕಾಗಿ ಕಲಾವಿದರ ಗುಂಪಿಗೆ ನೀಡಬೇಕಿದ್ದ ಸಂಭಾವನೆಯನ್ನು ಬಿಡುಗಡೆ ಮಾಡಲು ನಿರ್ದೇಶಕರ ಕಚೇರಿಗೆ ಭೇಟಿ ನೀಡಿದ್ದಾಗ ಸಿದ್ದರಾಜು ಆರೋಪಿಸಿದ್ದಾರೆ. ಅವರ ಹೇಳಿಕೆಯ ಪ್ರಕಾರ, ಗಾಯತ್ರಿ ಅವರು ಕಲಾವಿದರ ಜಾತಿ ಗುರುತು ತಿಳಿದ ನಂತರ ಪರಿಸ್ಥಿತಿ ಉಲ್ಬಣಗೊಂಡಿತು. ಗಾಯತ್ರಿ, ಅವರ ಕುರಿತು ಮಾಡಲಾಗುತ್ತಿರುವ ದೂರು ನೀಡಿದ್ದಾಗಿ ಸಿದ್ದರಾಜು ಎಚ್ಚರಿಸಿದರು. ಅವರು ಆ ಮೂಲಕ ಸರ್ಕಾರ ಪ್ರತಿಗಳನ್ನು ಕಿತ್ತುಕೊಂಡು ತಳ್ಳಿದರು. ಅವರು ಕಲಾವಿದರ ಮೇಲೆ ಎಸೆದರು. ಘಟನೆಯನ್ನು ರೆಕಾರ್ಡ್ ಮಾಡಲು ಪ್ರಯತ್ನಿಸಿದಾಗ ಅವರ ಜೊತೆಗಿದ್ದವರ ಮೊಬೈಲ್ ಫೋನ್ ಅನ್ನು ಕಸಿದುಕೊಂಡರು ಎಂದು ಸಿದ್ದರಾಜು ತಮ್ಮ ದೂರಿನಲ್ಲಿ ತಿಳಿಸಿದ್ದಾರೆ. ಅಧಿಕಾರಿಯು ತನ್ನ ಜಾತಿ ಹೆಸರಿನಿಂದ ನಿಂದಿಸಿದ್ದಾರೆ, ಇದರಿಂದಾಗಿ ಅವಮಾನ ಮತ್ತು ಸಂಕಟ ಉಂಟಾಗಿದೆ ಎಂದು ಅವರು ಆರೋಪಿಸಿದ್ದಾರೆ. ಪೊಲೀಸರು ಎಸ್‌ಸಿ/ಎಸ್‌ಟಿ (ದೌರ್ಜನ್ಯ ತಡೆ) ಕಾಯ್ದೆಯ ಬಹು ವಿಭಾಗಗಳ ಅಡಿಯಲ್ಲಿ ಮತ್ತು ಶಾಂತಿ ಭಂಗವನ್ನು ಪ್ರಚೋದಿಸುವ ಗುರಿಯನ್ನು ಹೊಂದಿರುವ ಸ್ವಯಂಪ್ರೇರಣೆಯಿಂದ ನೋವುಂಟುಮಾಡುವುದು ಮತ್ತು ಉದ್ದೇಶಪೂರ್ವಕ ಅವಮಾನಕ್ಕೆ ಸಂಬಂಧಿಸಿದ ಬಿಎನ್‌ಎಸ್ ನಿಬಂಧನೆಗಳ ಅಡಿಯಲ್ಲಿ ಪ್ರಥಮ ಮಾಹಿತಿ ವರದಿ (ಎಫ್‌ಐಆರ್) ದಾಖಲಿಸಿದ್ದಾರೆ.	[48, 857, 328, 1035]
uttama-event-photo	[193, 288, 473, 400]
headline-line: ಬಿಜೆಪಿ ಮಂಡಲ ಪ್ರಧಾನ	[366, 826, 443, 837]
dalita-headline-line2: ಕನ್ನಡ ಮತ್ತು ಸಂಸ್ಕೃತಿ ಇಲಾಖೆ ನಿರ್ದೇಶಕಿ ವಿರುದ್ಧ ಎಫ್‌ಐಆರ್	[89, 826, 287, 837]
banner-line: ಗ್ರಾಮೀಣ ಪ್ರದೇಶದ ಸಾಮಾನ್ಯ ಜನರಿಗೆ ಹೃದಯ ಸಂಬಂಧಿತ	[600, 71, 804, 84]
